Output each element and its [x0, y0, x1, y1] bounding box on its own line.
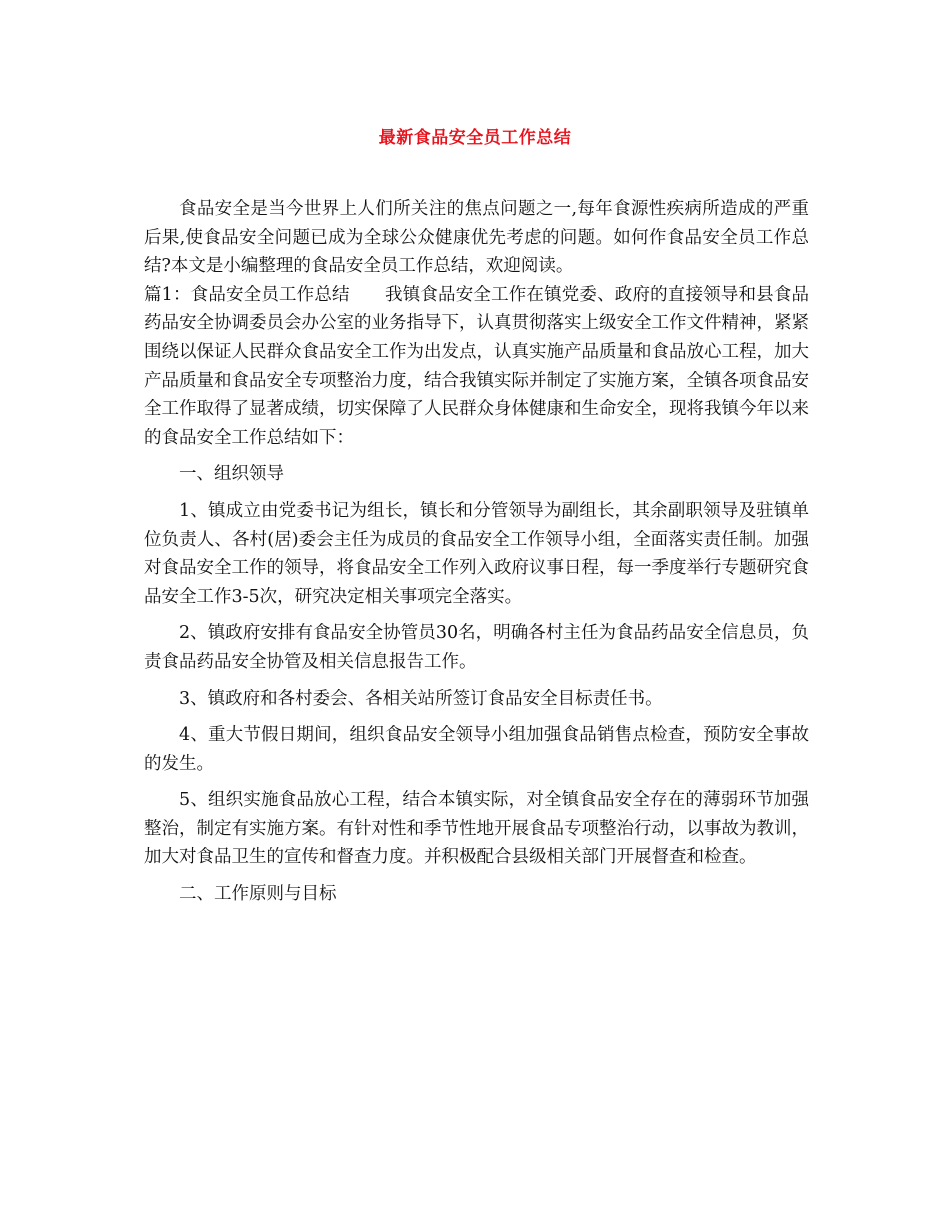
section-1-paragraph: 篇1：食品安全员工作总结 我镇食品安全工作在镇党委、政府的直接领导和县食品药品安全协调委员会办公室的业务指导下，认真贯彻落实上级安全工作文件精神，紧紧围绕以保证人民群众食品安全工作为出发点，认真实施产品质量和食品放心工程，加大产品质量和食品安全专项整治力度，结合我镇实际并制定了实施方案，全镇各项食品安全工作取得了显著成绩，切实保障了人民群众身体健康和生命安全，现将我镇今年以来的食品安全工作总结如下： — [144, 284, 809, 448]
intro-paragraph: 食品安全是当今世界上人们所关注的焦点问题之一,每年食源性疾病所造成的严重后果,使食品安全问题已成为全球公众健康优先考虑的问题。如何作食品安全员工作总结?本文是小编整理的食品安全员工作总结，欢迎阅读。 — [144, 199, 809, 277]
document-title: 最新食品安全员工作总结 — [378, 128, 572, 148]
item-5-paragraph: 5、组织实施食品放心工程，结合本镇实际，对全镇食品安全存在的薄弱环节加强整治，制定有实施方案。有针对性和季节性地开展食品专项整治行动，以事故为教训，加大对食品卫生的宣传和督查力度。并积极配合县级相关部门开展督查和检查。 — [144, 790, 809, 868]
heading-organization: 一、组织领导 — [179, 464, 284, 485]
item-1-paragraph: 1、镇成立由党委书记为组长，镇长和分管领导为副组长，其余副职领导及驻镇单位负责人、各村(居)委会主任为成员的食品安全工作领导小组，全面落实责任制。加强对食品安全工作的领导，将食品安全工作列入政府议事日程，每一季度举行专题研究食品安全工作3-5次，研究决定相关事项完全落实。 — [144, 500, 809, 607]
heading-principles: 二、工作原则与目标 — [179, 884, 337, 905]
item-3-paragraph: 3、镇政府和各村委会、各相关站所签订食品安全目标责任书。 — [179, 688, 663, 709]
item-2-paragraph: 2、镇政府安排有食品安全协管员30名，明确各村主任为食品药品安全信息员，负责食品药品安全协管及相关信息报告工作。 — [144, 623, 809, 672]
item-4-paragraph: 4、重大节假日期间，组织食品安全领导小组加强食品销售点检查，预防安全事故的发生。 — [144, 725, 809, 774]
document-body — [144, 195, 809, 909]
